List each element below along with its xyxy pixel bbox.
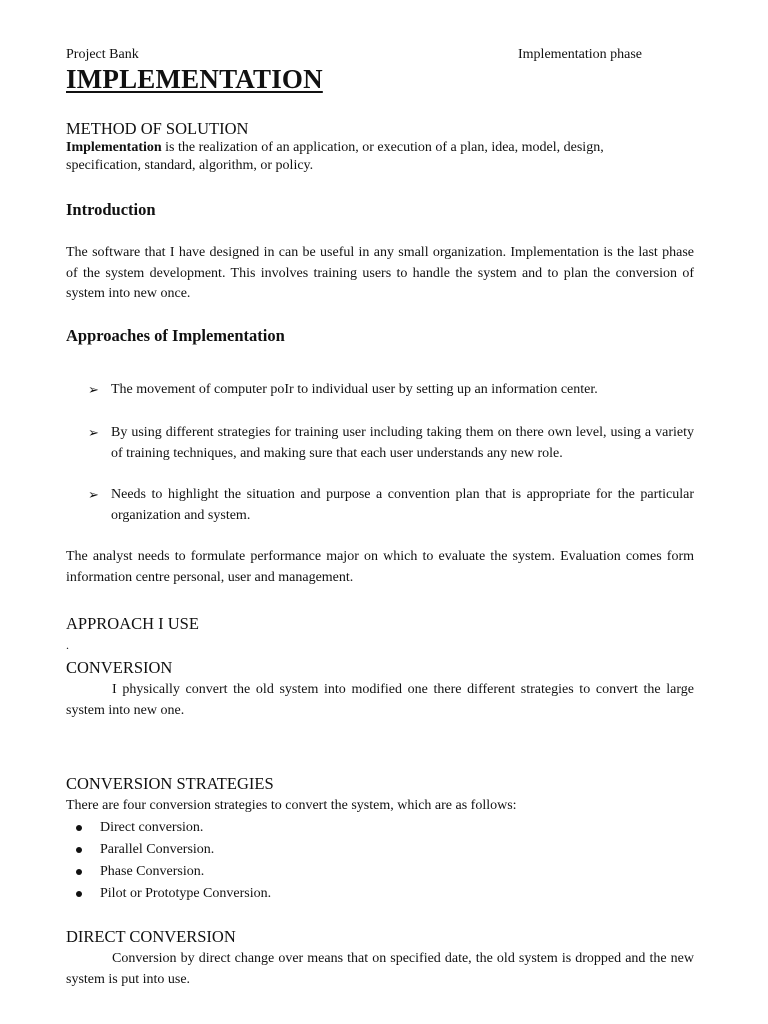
approach-item-text: By using different strategies for training user including taking them on there own level, using a variety of training techniques, and making sure that each user understands any new role.	[111, 425, 694, 461]
list-item	[66, 818, 271, 840]
arrow-bullet-icon: ➢	[88, 425, 99, 440]
strategies-list	[66, 818, 271, 906]
list-item	[66, 884, 271, 906]
list-item	[66, 862, 271, 884]
bullet-dot-icon	[76, 869, 82, 875]
analyst-text: The analyst needs to formulate performance major on which to evaluate the system. Evaluation comes form information centre personal, user and management.	[66, 549, 694, 585]
bullet-dot-icon	[76, 847, 82, 853]
approach-item-text: Needs to highlight the situation and purpose a convention plan that is appropriate for the particular organization and system.	[111, 487, 694, 523]
introduction-text: The software that I have designed in can be useful in any small organization. Implementation is the last phase of the system development. This involves training users to handle the system and to plan the conversion of system into new once.	[66, 245, 694, 301]
method-line-1-rest: is the realization of an application, or execution of a plan, idea, model, design,	[161, 140, 604, 155]
approach-item	[88, 423, 694, 464]
list-item-text: Pilot or Prototype Conversion.	[100, 886, 272, 901]
list-item-text: Phase Conversion.	[100, 864, 205, 879]
approach-use-heading: APPROACH I USE	[66, 614, 199, 633]
list-item-text: Direct conversion.	[100, 820, 204, 835]
approach-item	[88, 485, 694, 526]
stray-mark: .	[66, 638, 69, 652]
conversion-text: I physically convert the old system into modified one there different strategies to convert the large system into new one.	[66, 682, 694, 718]
bullet-dot-icon	[76, 825, 82, 831]
method-line-1	[66, 140, 604, 156]
method-bold-term: Implementation	[66, 140, 162, 155]
introduction-heading: Introduction	[66, 200, 156, 219]
list-item	[66, 840, 271, 862]
list-item-text: Parallel Conversion.	[100, 842, 215, 857]
method-line-2: specification, standard, algorithm, or policy.	[66, 158, 314, 173]
header-left: Project Bank	[66, 47, 139, 62]
direct-heading: DIRECT CONVERSION	[66, 927, 236, 946]
method-heading: METHOD OF SOLUTION	[66, 119, 249, 138]
header-right: Implementation phase	[518, 47, 643, 62]
approaches-heading: Approaches of Implementation	[66, 326, 285, 345]
page-title: IMPLEMENTATION	[66, 64, 323, 94]
direct-text: Conversion by direct change over means that on specified date, the old system is dropped and the new system is put into use.	[66, 951, 694, 987]
strategies-heading: CONVERSION STRATEGIES	[66, 774, 274, 793]
arrow-bullet-icon: ➢	[88, 487, 99, 502]
strategies-intro: There are four conversion strategies to convert the system, which are as follows:	[66, 798, 517, 813]
arrow-bullet-icon: ➢	[88, 382, 99, 397]
approach-item	[88, 380, 694, 401]
conversion-heading: CONVERSION	[66, 658, 173, 677]
bullet-dot-icon	[76, 891, 82, 897]
approach-item-text: The movement of computer poIr to individual user by setting up an information center.	[111, 382, 598, 397]
